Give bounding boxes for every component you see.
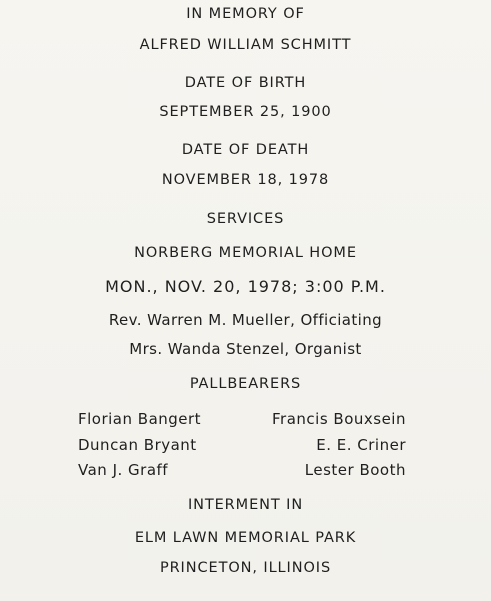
services-officiant: Rev. Warren M. Mueller, Officiating: [108, 311, 383, 329]
death-date: NOVEMBER 18, 1978: [161, 172, 330, 188]
pallbearer-name: E. E. Criner: [316, 436, 406, 454]
interment-location: PRINCETON, ILLINOIS: [159, 560, 332, 576]
interment-cemetery: ELM LAWN MEMORIAL PARK: [134, 530, 357, 546]
services-place: NORBERG MEMORIAL HOME: [134, 245, 357, 261]
interment-label: INTERMENT IN: [187, 497, 304, 513]
services-organist: Mrs. Wanda Stenzel, Organist: [129, 340, 362, 358]
birth-date: SEPTEMBER 25, 1900: [159, 104, 332, 120]
services-label: SERVICES: [206, 211, 285, 227]
pallbearer-name: Florian Bangert: [78, 410, 202, 428]
pallbearers-label: PALLBEARERS: [189, 376, 302, 392]
pallbearer-name: Van J. Graff: [78, 461, 169, 479]
death-label: DATE OF DEATH: [181, 142, 310, 158]
services-datetime: MON., NOV. 20, 1978; 3:00 P.M.: [105, 277, 386, 296]
pallbearer-name: Duncan Bryant: [78, 436, 197, 454]
pallbearer-name: Lester Booth: [304, 461, 406, 479]
birth-label: DATE OF BIRTH: [184, 75, 307, 91]
pallbearer-name: Francis Bouxsein: [272, 410, 406, 428]
memorial-heading: IN MEMORY OF: [186, 6, 305, 22]
deceased-name: ALFRED WILLIAM SCHMITT: [139, 37, 352, 53]
